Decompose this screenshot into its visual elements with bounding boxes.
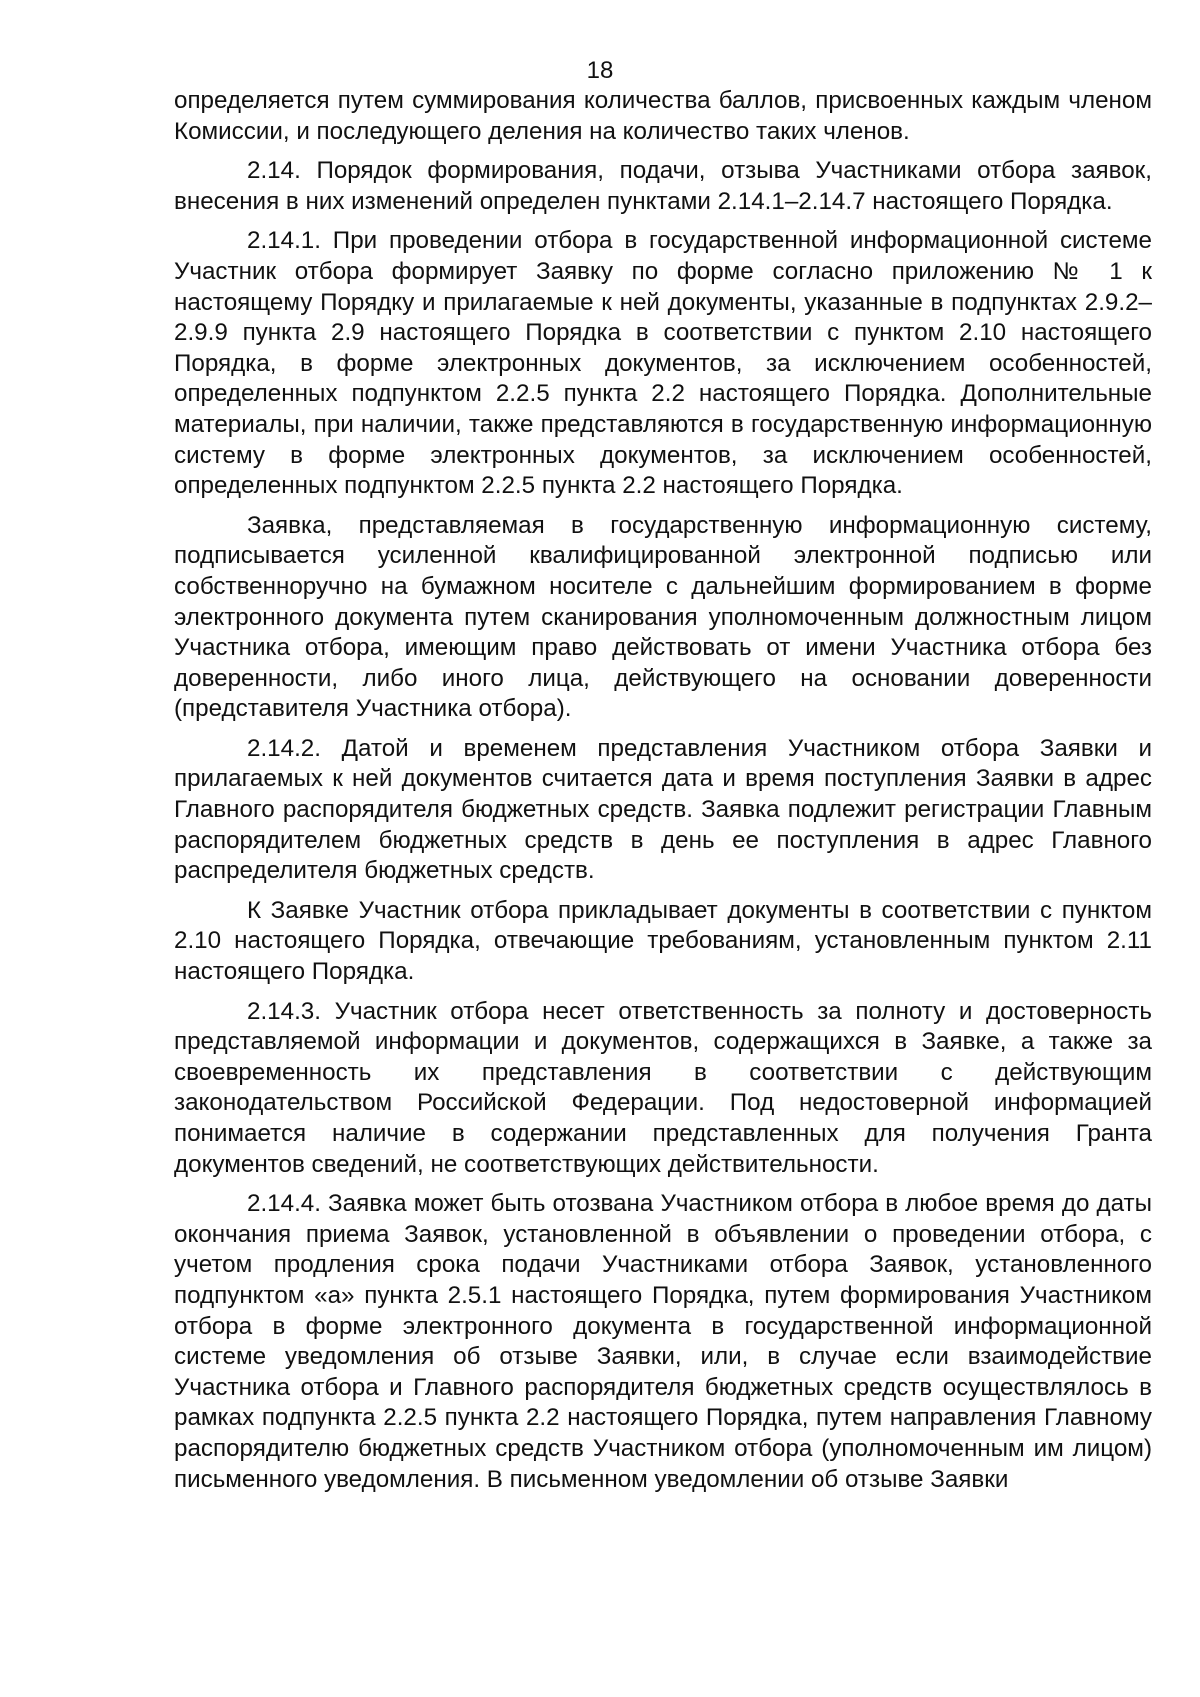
paragraph-2-14-1: 2.14.1. При проведении отбора в государственной информационной системе Участник отбора формирует Заявку по форме согласно приложению № 1 к настоящему Порядку и прилагаемые к ней документы, указанные в подпунктах 2.9.2–2.9.9 пункта 2.9 настоящего Порядка в соответствии с пунктом 2.10 настоящего Порядка, в форме электронных документов, за исключением особенностей, определенных подпунктом 2.2.5 пункта 2.2 настоящего Порядка. Дополнительные материалы, при наличии, также представляются в государственную информационную систему в форме электронных документов, за исключением особенностей, определенных подпунктом 2.2.5 пункта 2.2 настоящего Порядка. <box>174 227 1152 500</box>
paragraph-2-14: 2.14. Порядок формирования, подачи, отзыва Участниками отбора заявок, внесения в них изменений определен пунктами 2.14.1–2.14.7 настоящего Порядка. <box>174 157 1152 215</box>
document-body <box>174 86 1152 1504</box>
paragraph-application-signing: Заявка, представляемая в государственную информационную систему, подписывается усиленной квалифицированной электронной подписью или собственноручно на бумажном носителе с дальнейшим формированием в форме электронного документа путем сканирования уполномоченным должностным лицом Участника отбора, имеющим право действовать от имени Участника отбора без доверенности, либо иного лица, действующего на основании доверенности (представителя Участника отбора). <box>174 511 1152 723</box>
paragraph-2-14-3: 2.14.3. Участник отбора несет ответственность за полноту и достоверность представляемой информации и документов, содержащихся в Заявке, а также за своевременность их представления в соответствии с действующим законодательством Российской Федерации. Под недостоверной информацией понимается наличие в содержании представленных для получения Гранта документов сведений, не соответствующих действительности. <box>174 997 1152 1178</box>
page-number: 18 <box>586 57 614 84</box>
paragraph-attached-documents: К Заявке Участник отбора прикладывает документы в соответствии с пунктом 2.10 настоящего Порядка, отвечающие требованиям, установленным пунктом 2.11 настоящего Порядка. <box>174 896 1152 986</box>
paragraph-2-14-2: 2.14.2. Датой и временем представления Участником отбора Заявки и прилагаемых к ней документов считается дата и время поступления Заявки в адрес Главного распорядителя бюджетных средств. Заявка подлежит регистрации Главным распорядителем бюджетных средств в день ее поступления в адрес Главного распределителя бюджетных средств. <box>174 734 1152 885</box>
paragraph-2-14-4: 2.14.4. Заявка может быть отозвана Участником отбора в любое время до даты окончания приема Заявок, установленной в объявлении о проведении отбора, с учетом продления срока подачи Участниками отбора Заявок, установленного подпунктом «а» пункта 2.5.1 настоящего Порядка, путем формирования Участником отбора в форме электронного документа в государственной информационной системе уведомления об отзыве Заявки, или, в случае если взаимодействие Участника отбора и Главного распорядителя бюджетных средств осуществлялось в рамках подпункта 2.2.5 пункта 2.2 настоящего Порядка, путем направления Главному распорядителю бюджетных средств Участником отбора (уполномоченным им лицом) письменного уведомления. В письменном уведомлении об отзыве Заявки <box>174 1190 1152 1493</box>
paragraph-continuation: определяется путем суммирования количества баллов, присвоенных каждым членом Комиссии, и последующего деления на количество таких членов. <box>174 87 1152 145</box>
